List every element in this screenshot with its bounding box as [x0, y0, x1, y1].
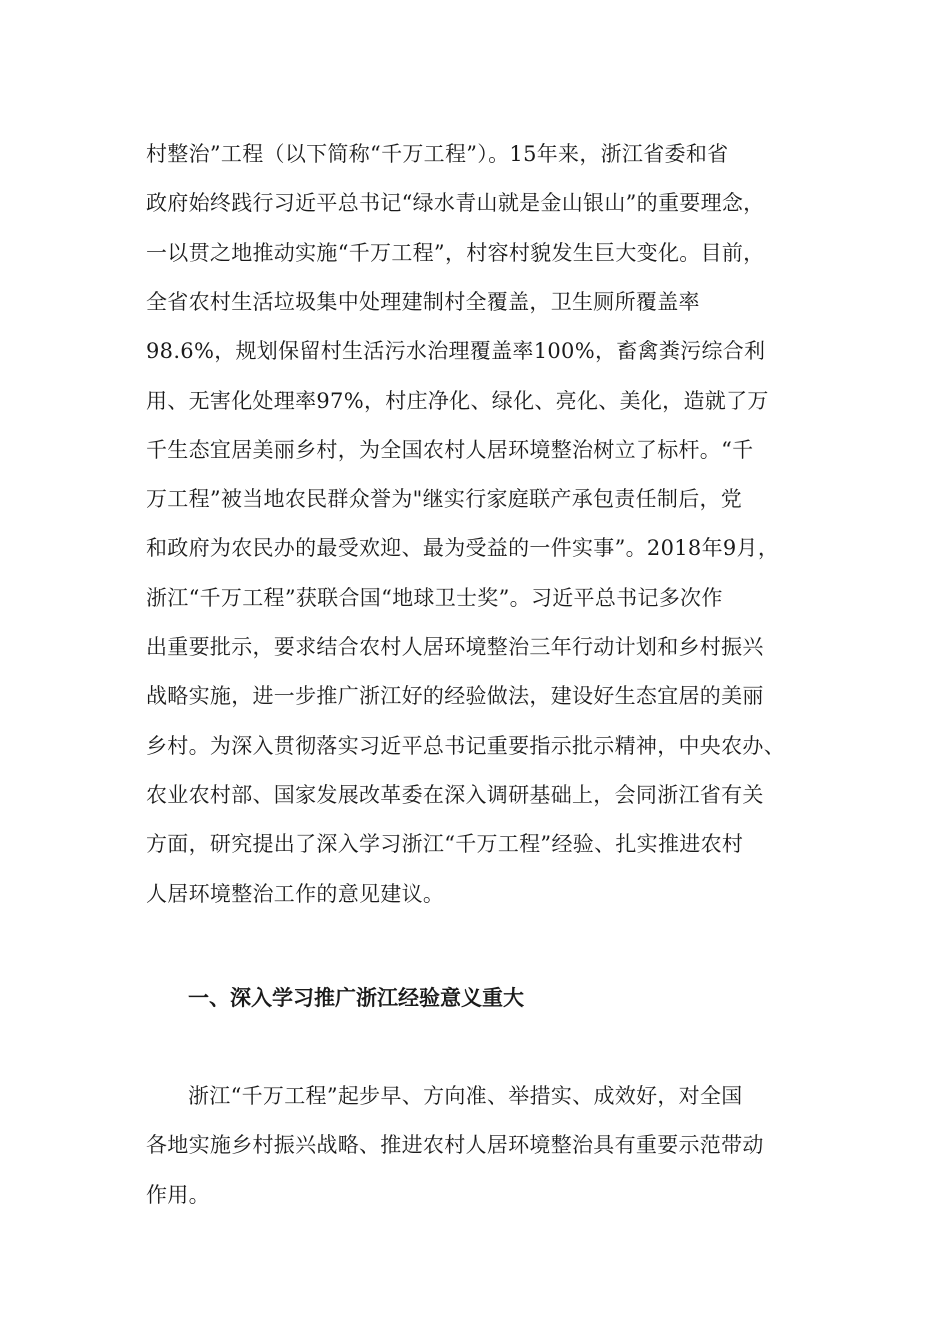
text-line: 作用。: [146, 1183, 210, 1207]
text-line: 用、无害化处理率97%，村庄净化、绿化、亮化、美化，造就了万: [146, 389, 769, 413]
text-line: 98.6%，规划保留村生活污水治理覆盖率100%，畜禽粪污综合利: [146, 339, 766, 363]
text-line: 浙江“千万工程”起步早、方向准、举措实、成效好，对全国: [188, 1084, 743, 1108]
text-line: 战略实施，进一步推广浙江好的经验做法，建设好生态宜居的美丽: [146, 684, 764, 708]
text-line: 浙江“千万工程”获联合国“地球卫士奖”。习近平总书记多次作: [146, 586, 723, 610]
text-line: 人居环境整治工作的意见建议。: [146, 882, 445, 906]
text-line: 村整治”工程（以下简称“千万工程”）。15年来，浙江省委和省: [146, 142, 729, 166]
text-line: 政府始终践行习近平总书记“绿水青山就是金山银山”的重要理念，: [146, 191, 765, 215]
text-line: 千生态宜居美丽乡村，为全国农村人居环境整治树立了标杆。“千: [146, 438, 754, 462]
text-line: 农业农村部、国家发展改革委在深入调研基础上，会同浙江省有关: [146, 783, 764, 807]
text-line: 全省农村生活垃圾集中处理建制村全覆盖，卫生厕所覆盖率: [146, 290, 700, 314]
text-line: 各地实施乡村振兴战略、推进农村人居环境整治具有重要示范带动: [146, 1133, 764, 1157]
text-line: 出重要批示，要求结合农村人居环境整治三年行动计划和乡村振兴: [146, 635, 764, 659]
text-line: 和政府为农民办的最受欢迎、最为受益的一件实事”。2018年9月，: [146, 536, 780, 560]
text-line: 万工程”被当地农民群众誉为"继实行家庭联产承包责任制后，党: [146, 487, 743, 511]
text-line: 乡村。为深入贯彻落实习近平总书记重要指示批示精神，中央农办、: [146, 734, 785, 758]
text-line: 方面，研究提出了深入学习浙江“千万工程”经验、扎实推进农村: [146, 832, 744, 856]
section-heading: 一、深入学习推广浙江经验意义重大: [188, 986, 524, 1010]
text-line: 一以贯之地推动实施“千万工程”，村容村貌发生巨大变化。目前，: [146, 241, 765, 265]
